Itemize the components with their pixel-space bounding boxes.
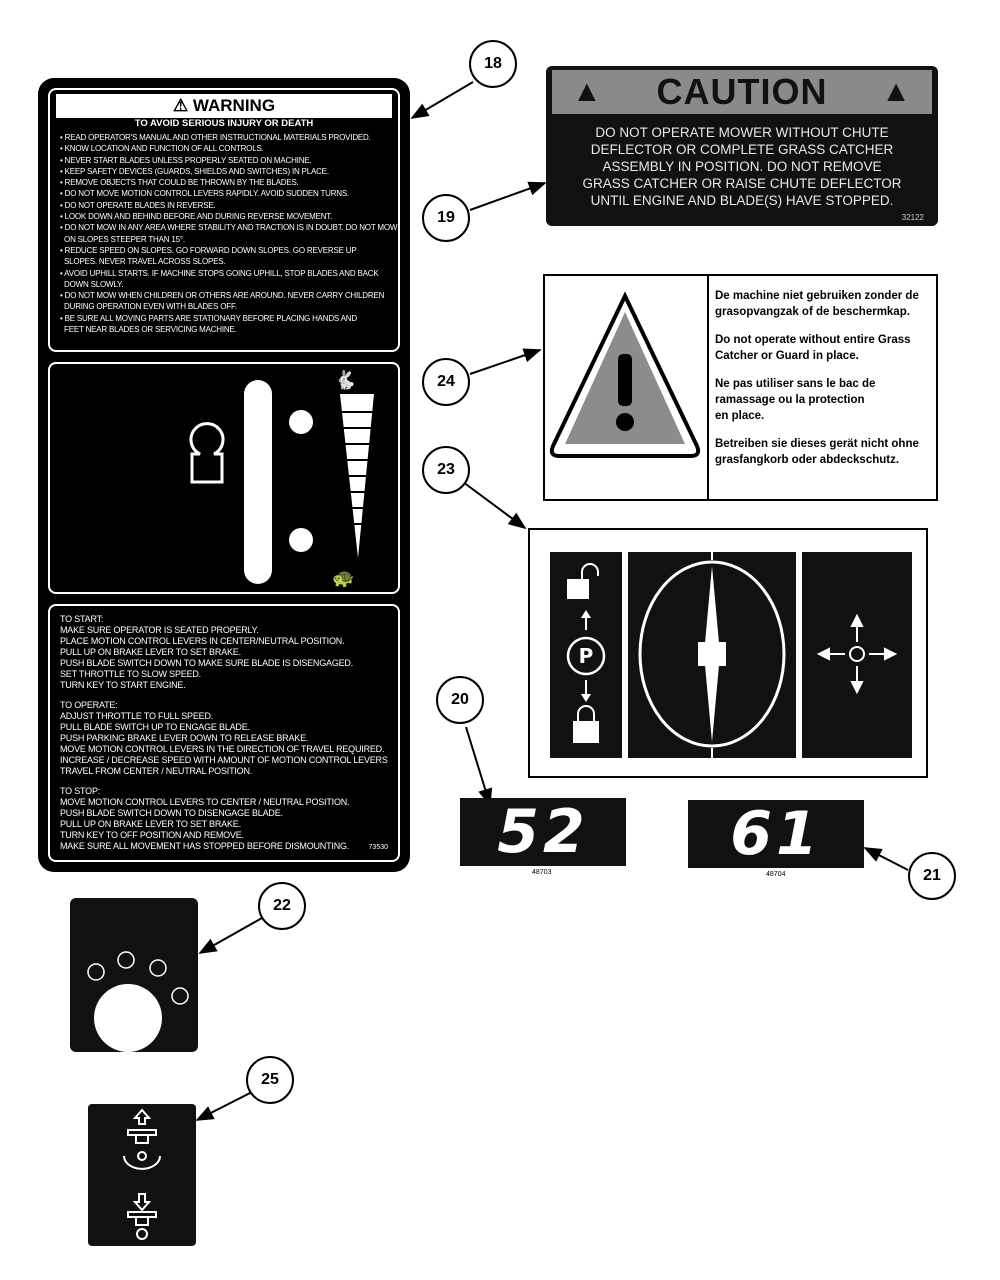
rule-line: • BE SURE ALL MOVING PARTS ARE STATIONARY BEFORE PLACING HANDS AND xyxy=(60,313,357,323)
control-symbols-decal xyxy=(528,528,928,778)
rule-line: DOWN SLOWLY. xyxy=(60,279,124,289)
deck-size-61-code: 48704 xyxy=(766,871,786,878)
instr-line: PLACE MOTION CONTROL LEVERS IN CENTER/NEUTRAL POSITION. xyxy=(60,636,345,646)
rule-line: • DO NOT OPERATE BLADES IN REVERSE. xyxy=(60,200,216,210)
caution-body xyxy=(560,124,924,209)
caution-decal xyxy=(546,66,938,226)
leader-21 xyxy=(865,848,908,870)
leader-18 xyxy=(412,82,473,118)
english-text: Do not operate without entire Grass Catcher or Guard in place. xyxy=(715,334,911,362)
instr-line: PUSH BLADE SWITCH DOWN TO DISENGAGE BLADE. xyxy=(60,808,283,818)
instr-line: TURN KEY TO OFF POSITION AND REMOVE. xyxy=(60,830,244,840)
warning-triangle-icon: ▲ xyxy=(572,75,603,108)
mower-icon xyxy=(698,642,726,666)
key-switch-hole xyxy=(94,984,162,1052)
warning-subtitle: TO AVOID SERIOUS INJURY OR DEATH xyxy=(134,118,314,129)
instr-line: TO OPERATE: xyxy=(60,700,118,710)
svg-text:P: P xyxy=(578,644,594,668)
rule-line: SLOPES. NEVER TRAVEL ACROSS SLOPES. xyxy=(60,257,226,267)
instr-line: MOVE MOTION CONTROL LEVERS IN THE DIRECTION OF TRAVEL REQUIRED. xyxy=(60,744,385,754)
leader-24 xyxy=(470,350,540,374)
german-text: Betreiben sie dieses gerät nicht ohne grasfangkorb oder abdeckschutz. xyxy=(715,438,919,466)
callout-22: 22 xyxy=(258,882,306,930)
caution-line: DEFLECTOR OR COMPLETE GRASS CATCHER xyxy=(590,142,894,157)
rule-line: • KEEP SAFETY DEVICES (GUARDS, SHIELDS AND SWITCHES) IN PLACE. xyxy=(60,166,329,176)
caution-title: CAUTION xyxy=(656,71,828,112)
rule-line: ON SLOPES STEEPER THAN 15°. xyxy=(60,234,185,244)
caution-line: UNTIL ENGINE AND BLADE(S) HAVE STOPPED. xyxy=(590,193,894,208)
instr-line: MAKE SURE OPERATOR IS SEATED PROPERLY. xyxy=(60,625,259,635)
dutch-text: De machine niet gebruiken zonder de grasopvangzak of de beschermkap. xyxy=(715,290,919,318)
rule-line: • DO NOT MOW IN ANY AREA WHERE STABILITY AND TRACTION IS IN DOUBT. DO NOT MOW xyxy=(60,223,398,233)
control-symbols-graphic xyxy=(530,530,926,776)
rule-line: • DO NOT MOW WHEN CHILDREN OR OTHERS ARE AROUND. NEVER CARRY CHILDREN xyxy=(60,291,385,301)
instr-line: TRAVEL FROM CENTER / NEUTRAL POSITION. xyxy=(60,766,253,776)
instr-line: TO STOP: xyxy=(60,786,101,796)
callout-24: 24 xyxy=(422,358,470,406)
deck-size-52-code: 48703 xyxy=(532,869,552,876)
instr-line: TURN KEY TO START ENGINE. xyxy=(60,680,186,690)
rule-line: • AVOID UPHILL STARTS. IF MACHINE STOPS GOING UPHILL, STOP BLADES AND BACK xyxy=(60,268,379,278)
deck-size-52-decal: 52 xyxy=(460,798,626,866)
key-hole-icon xyxy=(191,424,223,482)
blade-switch-decal xyxy=(88,1104,196,1246)
grass-catcher-text xyxy=(715,288,935,480)
leader-20 xyxy=(466,727,490,805)
instr-line: PULL BLADE SWITCH UP TO ENGAGE BLADE. xyxy=(60,722,250,732)
instr-line: INCREASE / DECREASE SPEED WITH AMOUNT OF MOTION CONTROL LEVERS xyxy=(60,755,388,765)
rule-line: • DO NOT MOVE MOTION CONTROL LEVERS RAPIDLY. AVOID SUDDEN TURNS. xyxy=(60,189,350,199)
warning-triangle-icon: ▲ xyxy=(881,75,912,108)
position-dot-top xyxy=(289,410,313,434)
rule-line: • REDUCE SPEED ON SLOPES. GO FORWARD DOWN SLOPES. GO REVERSE UP xyxy=(60,245,357,255)
callout-21: 21 xyxy=(908,852,956,900)
caution-header xyxy=(552,70,932,114)
start-instructions xyxy=(60,614,400,691)
stop-instructions xyxy=(60,786,400,852)
hazard-triangle-icon xyxy=(545,276,709,499)
instr-line: ADJUST THROTTLE TO FULL SPEED. xyxy=(60,711,214,721)
rule-line: DURING OPERATION EVEN WITH BLADES OFF. xyxy=(60,302,237,312)
rule-line: • LOOK DOWN AND BEHIND BEFORE AND DURING REVERSE MOVEMENT. xyxy=(60,212,333,222)
callout-19: 19 xyxy=(422,194,470,242)
caution-line: ASSEMBLY IN POSITION. DO NOT REMOVE xyxy=(602,159,882,174)
leader-19 xyxy=(470,183,545,210)
rule-line: • KNOW LOCATION AND FUNCTION OF ALL CONTROLS. xyxy=(60,144,264,154)
instr-line: TO START: xyxy=(60,614,104,624)
rule-line: • NEVER START BLADES UNLESS PROPERLY SEATED ON MACHINE. xyxy=(60,155,312,165)
rule-line: • READ OPERATOR'S MANUAL AND OTHER INSTRUCTIONAL MATERIALS PROVIDED. xyxy=(60,133,371,142)
leader-25 xyxy=(197,1092,252,1120)
instr-line: PULL UP ON BRAKE LEVER TO SET BRAKE. xyxy=(60,647,241,657)
operate-instructions xyxy=(60,700,400,777)
instr-line: PUSH BLADE SWITCH DOWN TO MAKE SURE BLADE IS DISENGAGED. xyxy=(60,658,354,668)
caution-part-code: 32122 xyxy=(901,213,924,222)
instr-line: PUSH PARKING BRAKE LEVER DOWN TO RELEASE BRAKE. xyxy=(60,733,309,743)
instr-line: MOVE MOTION CONTROL LEVERS TO CENTER / NEUTRAL POSITION. xyxy=(60,797,350,807)
rabbit-icon: 🐇 xyxy=(334,370,357,391)
motion-control-graphic xyxy=(48,362,400,594)
ignition-decal xyxy=(70,898,198,1052)
warning-part-code: 73530 xyxy=(368,844,388,851)
caution-line: GRASS CATCHER OR RAISE CHUTE DEFLECTOR xyxy=(582,176,902,191)
callout-18: 18 xyxy=(469,40,517,88)
instr-line: PULL UP ON BRAKE LEVER TO SET BRAKE. xyxy=(60,819,241,829)
callout-25: 25 xyxy=(246,1056,294,1104)
leader-23 xyxy=(463,482,525,528)
deck-size-61-decal: 61 xyxy=(688,800,864,868)
instr-line: MAKE SURE ALL MOVEMENT HAS STOPPED BEFORE DISMOUNTING. xyxy=(60,841,350,851)
rule-line: • REMOVE OBJECTS THAT COULD BE THROWN BY THE BLADES. xyxy=(60,178,299,188)
callout-20: 20 xyxy=(436,676,484,724)
callout-23: 23 xyxy=(422,446,470,494)
warning-rules xyxy=(60,132,398,335)
leader-22 xyxy=(200,918,262,953)
turtle-icon: 🐢 xyxy=(332,568,355,589)
lever-slot xyxy=(244,380,272,584)
rule-line: FEET NEAR BLADES OR SERVICING MACHINE. xyxy=(60,325,237,335)
grass-catcher-decal xyxy=(543,274,938,501)
french-text: Ne pas utiliser sans le bac de ramassage ou la protection en place. xyxy=(715,378,876,422)
warning-decal xyxy=(38,78,410,872)
instr-line: SET THROTTLE TO SLOW SPEED. xyxy=(60,669,201,679)
position-dot-bottom xyxy=(289,528,313,552)
caution-line: DO NOT OPERATE MOWER WITHOUT CHUTE xyxy=(595,125,889,140)
warning-title: ⚠ WARNING xyxy=(56,94,392,118)
